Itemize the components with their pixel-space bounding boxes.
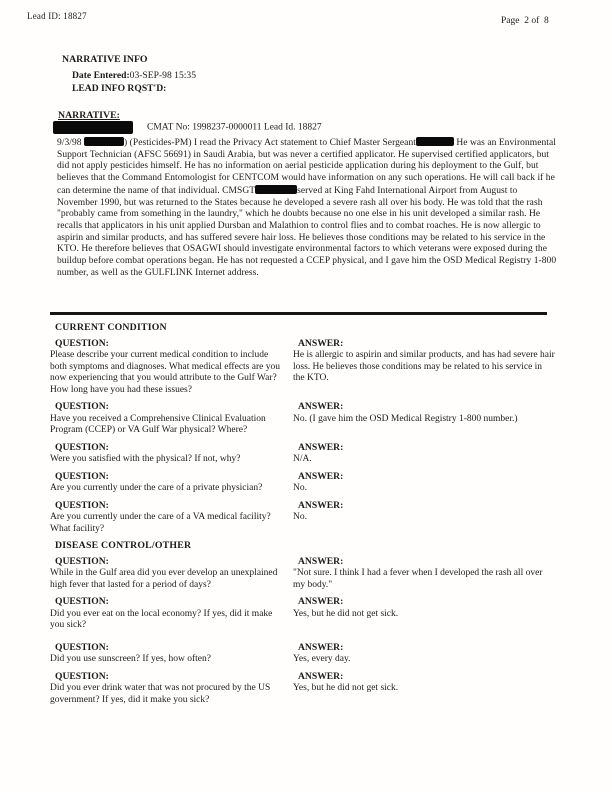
qa-answer-text: Yes, but he did not get sick. [293,608,399,619]
date-entered-label: Date Entered: [72,70,130,81]
qa-row [50,500,560,536]
qa-question-text: Did you ever eat on the local economy? If yes, did it make you sick? [50,608,273,630]
qa-question-cell [50,671,293,707]
narrative-info-title: NARRATIVE INFO [62,54,148,65]
narrative-text-segment: ) (Pesticides-PM) I read the Privacy Act statement to Chief Master Sergeant [124,138,416,148]
qa-answer-text: He is allergic to aspirin and similar products, and has had severe hair loss. He believes those conditions may be related to his service in the KTO. [293,350,555,383]
redaction-block [53,121,133,134]
qa-answer-cell [293,500,563,536]
redaction-block [416,137,454,146]
qa-question-text: Did you use sunscreen? If yes, how often? [50,654,211,664]
qa-answer-label: ANSWER: [298,401,344,412]
qa-section [50,322,560,535]
narrative-heading: NARRATIVE: [58,110,120,121]
qa-question-label: QUESTION: [55,337,109,349]
narrative-text-segment: served at King Fahd International Airport from August to November 1990, but was returned to the States because he developed a severe rash all over his body. He was told that the rash "probably came from something in the laundry," which he doubts because no one else in his unit developed a similar rash. He recalls that applicators in his unit applied Dursban and Malathion to control flies and to combat roaches. He is now allergic to aspirin and similar products, and has suffered severe hair loss. He believes those conditions may be related to his service in the KTO. He therefore believes that OSAGWI should investigate environmental factors to which veterans were exposed during the buildup before combat operations began. He has not requested a CCEP physical, and I gave him the OSD Medical Registry 1-800 number, as well as the GULFLINK Internet address. [57,185,557,278]
qa-question-cell [50,401,293,437]
date-entered-value: 03-SEP-98 15:35 [129,70,197,81]
qa-question-text: Did you ever drink water that was not procured by the US government? If yes, did it make you sick? [50,683,271,705]
redaction-block [84,137,124,146]
qa-row [50,556,560,592]
qa-section-title: DISEASE CONTROL/OTHER [55,540,192,551]
qa-answer-text: Yes, but he did not get sick. [293,683,399,693]
qa-question-cell [50,338,293,397]
qa-question-cell [50,556,293,592]
date-entered-row [72,70,196,81]
qa-question-label: QUESTION: [55,470,109,482]
redaction-block [255,185,297,194]
qa-answer-label: ANSWER: [298,670,344,682]
qa-answer-label: ANSWER: [298,499,344,511]
qa-answer-label: ANSWER: [298,555,344,567]
qa-answer-text: No. [293,483,307,493]
qa-question-text: Were you satisfied with the physical? If not, why? [50,454,241,464]
qa-row [50,642,560,666]
qa-row [50,596,560,632]
qa-question-label: QUESTION: [55,555,109,567]
cmat-line [53,121,558,134]
section-divider-rule [50,312,547,315]
qa-question-text: Are you currently under the care of a VA medical facility? What facility? [50,512,271,534]
qa-answer-label: ANSWER: [298,337,344,349]
qa-answer-label: ANSWER: [298,641,344,653]
qa-question-cell [50,471,293,495]
qa-answer-text: No. (I gave him the OSD Medical Registry 1-800 number.) [293,413,518,424]
qa-answer-text: "Not sure. I think I had a fever when I developed the rash all over my body." [293,568,543,590]
page-number-label: Page 2 of 8 [501,16,549,26]
qa-question-text: Please describe your current medical condition to include both symptoms and diagnoses. What medical effects are you now experiencing that you would attribute to the Gulf War? How long have you had these issues? [50,350,280,395]
qa-row [50,471,560,495]
qa-question-label: QUESTION: [55,401,109,412]
qa-row [50,338,560,397]
qa-answer-cell [293,596,563,632]
qa-question-text: Are you currently under the care of a private physician? [50,483,263,493]
lead-info-rqstd-label: LEAD INFO RQST'D: [72,83,167,94]
qa-question-label: QUESTION: [55,596,109,607]
cmat-number-text: CMAT No: 1998237-0000011 Lead Id. 18827 [147,122,322,133]
qa-answer-cell [293,642,563,666]
qa-question-cell [50,442,293,466]
narrative-text-segment: 9/3/98 [57,138,85,148]
qa-question-cell [50,596,293,632]
qa-answer-text: Yes, every day. [293,654,351,664]
qa-answer-label: ANSWER: [298,441,344,453]
qa-question-label: QUESTION: [55,499,109,511]
qa-question-label: QUESTION: [55,670,109,682]
qa-answer-text: N/A. [293,454,312,464]
qa-answer-text: No. [293,512,307,522]
qa-question-cell [50,642,293,666]
qa-row [50,671,560,707]
qa-answer-cell [293,442,563,466]
narrative-info-block [62,54,196,96]
qa-question-label: QUESTION: [55,641,109,653]
qa-answer-label: ANSWER: [298,596,344,607]
qa-answer-cell [293,338,563,397]
qa-answer-cell [293,671,563,707]
qa-answer-cell [293,471,563,495]
qa-section-title: CURRENT CONDITION [55,322,167,333]
qa-answer-cell [293,556,563,592]
qa-question-label: QUESTION: [55,441,109,453]
qa-row [50,401,560,437]
qa-question-cell [50,500,293,536]
qa-answer-label: ANSWER: [298,470,344,482]
qa-row [50,442,560,466]
lead-id-label: Lead ID: 18827 [27,11,87,21]
qa-question-text: While in the Gulf area did you ever develop an unexplained high fever that lasted for a period of days? [50,568,278,590]
qa-answer-cell [293,401,563,437]
narrative-paragraph [57,137,559,279]
qa-section [50,540,560,706]
qa-question-text: Have you received a Comprehensive Clinical Evaluation Program (CCEP) or VA Gulf War physical? Where? [50,413,266,435]
qa-sections [50,320,560,711]
narrative-text-segment: He was an Environmental Support Technician (AFSC 56691) in Saudi Arabia, but was never a certified applicator. He supervised certified applicators, but did not apply pesticides himself. He has no information on aerial pesticide application during his deployment to the Gulf, but believes that the Command Entomologist for CENTCOM would have information on any such operations. He will call back if he can determine the name of that individual. CMSGT [57,138,556,196]
